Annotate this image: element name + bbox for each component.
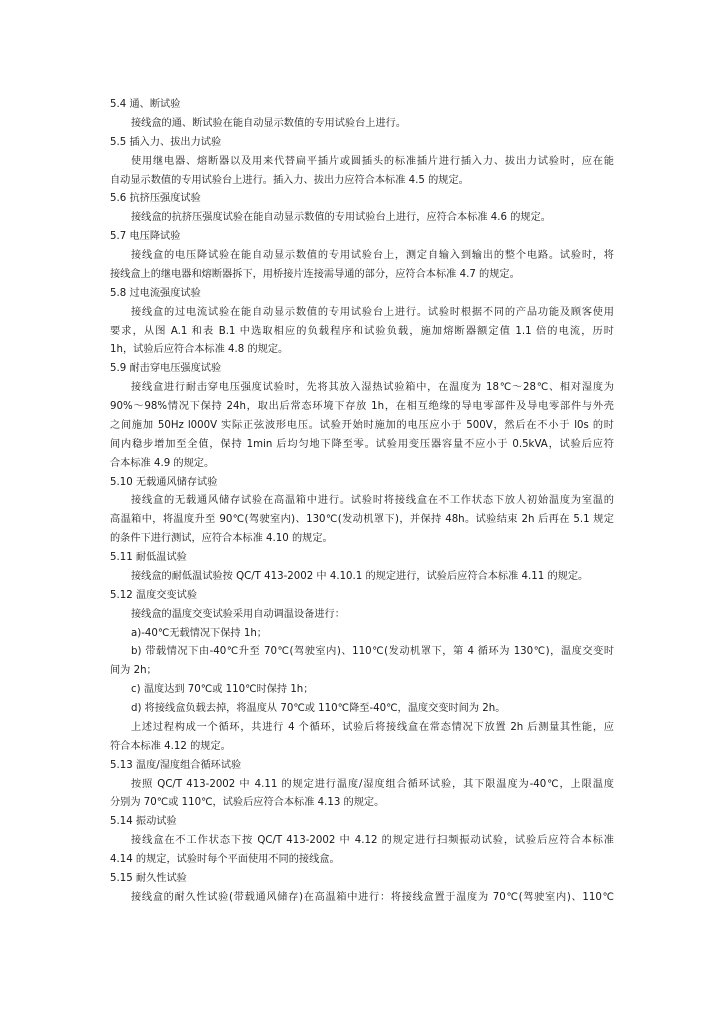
text-line: 接线盒的抗挤压强度试验在能自动显示数值的专用试验台上进行，应符合本标准 4.6 的规定。 bbox=[131, 212, 551, 224]
section-heading: 5.13 温度/湿度组合循环试验 bbox=[110, 759, 242, 771]
text-line: 接线盒的耐低温试验按 QC/T 413-2002 中 4.10.1 的规定进行，试验后应符合本标准 4.11 的规定。 bbox=[131, 570, 589, 582]
text-line: d) 将接线盒负载去掉，将温度从 70℃或 110℃降至-40℃，温度交变时间为 2h。 bbox=[131, 703, 506, 714]
text-line: 接线盒上的继电器和熔断器拆下，用桥接片连接需导通的部分，应符合本标准 4.7 的规定。 bbox=[110, 268, 520, 280]
section-heading: 4.14 的规定，试验时每个平面使用不同的接线盒。 bbox=[110, 854, 340, 865]
text-line: b) 带载情况下由-40℃升至 70℃(驾驶室内)、110℃(发动机罩下，第 4 循环为 130℃)，温度交变时 bbox=[131, 646, 614, 658]
text-line: 接线盒在不工作状态下按 QC/T 413-2002 中 4.12 的规定进行扫频振动试验，试验后应符合本标准 bbox=[131, 835, 614, 847]
text-line: 要求，从图 A.1 和表 B.1 中选取相应的负载程序和试验负载，施加熔断器额定值 1.1 倍的电流，历时 bbox=[110, 325, 614, 337]
section-heading: 5.9 耐击穿电压强度试验 bbox=[110, 363, 222, 375]
text-line: 90%～98%情况下保持 24h，取出后常态环境下存放 1h，在相互绝缘的导电零部件及导电零部件与外壳 bbox=[110, 401, 614, 412]
text-line: c) 温度达到 70℃或 110℃时保持 1h； bbox=[131, 684, 314, 696]
section-heading: 5.6 抗挤压强度试验 bbox=[110, 193, 201, 205]
text-line: 接线盒的耐久性试验(带载通风储存)在高温箱中进行：将接线盒置于温度为 70℃(驾驶室内)、110℃ bbox=[131, 891, 614, 903]
text-line: 接线盒的无载通风储存试验在高温箱中进行。试验时将接线盒在不工作状态下放人初始温度为室温的 bbox=[131, 495, 614, 507]
text-line: 分别为 70℃或 110℃，试验后应符合本标准 4.13 的规定。 bbox=[110, 797, 385, 809]
text-line: 合本标准 4.9 的规定。 bbox=[110, 457, 215, 469]
section-heading: 5.7 电压降试验 bbox=[110, 231, 181, 243]
section-heading: 5.12 温度交变试验 bbox=[110, 589, 198, 601]
text-line: 上述过程构成一个循环，共进行 4 个循环，试验后将接线盒在常态情况下放置 2h 后测量其性能，应 bbox=[131, 721, 614, 733]
section-heading: 5.14 振动试验 bbox=[110, 816, 177, 828]
text-line: 1h，试验后应符合本标准 4.8 的规定。 bbox=[110, 344, 289, 356]
text-line: 高温箱中，将温度升至 90℃(驾驶室内)、130℃(发动机罩下)，并保持 48h。试验结束 2h 后再在 5.1 规定 bbox=[110, 514, 614, 526]
text-line: 按照 QC/T 413-2002 中 4.11 的规定进行温度/湿度组合循环试验，其下限温度为-40℃，上限温度 bbox=[131, 778, 614, 790]
text-line: 接线盒的温度交变试验采用自动调温设备进行： bbox=[131, 608, 345, 620]
text-line: 接线盒的通、断试验在能自动显示数值的专用试验台上进行。 bbox=[131, 117, 407, 129]
text-line: 之间施加 50Hz l000V 实际正弦波形电压。试验开始时施加的电压应小于 500V，然后在不小于 l0s 的时 bbox=[110, 419, 614, 431]
text-line: a)-40℃无载情况下保持 1h； bbox=[131, 627, 267, 639]
section-heading: 5.11 耐低温试验 bbox=[110, 552, 187, 563]
text-line: 间内稳步增加至全值，保持 1min 后均匀地下降至零。试验用变压器容量不应小于 0.5kVA，试验后应符 bbox=[110, 438, 614, 450]
document-body bbox=[110, 96, 614, 908]
section-heading: 5.15 耐久性试验 bbox=[110, 872, 187, 884]
section-heading: 5.5 插入力、拔出力试验 bbox=[110, 136, 222, 148]
text-line: 的条件下进行测试，应符合本标准 4.10 的规定。 bbox=[110, 533, 333, 545]
section-heading: 5.4 通、断试验 bbox=[110, 99, 181, 110]
text-line: 自动显示数值的专用试验台上进行。插入力、拔出力应符合本标准 4.5 的规定。 bbox=[110, 174, 469, 186]
text-line: 符合本标准 4.12 的规定。 bbox=[110, 740, 231, 752]
section-heading: 5.8 过电流强度试验 bbox=[110, 287, 201, 299]
text-line: 接线盒的电压降试验在能自动显示数值的专用试验台上，测定自输入到输出的整个电路。试验时，将 bbox=[131, 250, 614, 261]
text-line: 间为 2h； bbox=[110, 665, 157, 677]
text-line: 使用继电器、熔断器以及用来代替扁平插片或圆插头的标准插片进行插入力、拔出力试验时，应在能 bbox=[131, 155, 614, 167]
text-line: 接线盒进行耐击穿电压强度试验时，先将其放入湿热试验箱中，在温度为 18℃～28℃、相对湿度为 bbox=[131, 382, 614, 394]
section-heading: 5.10 无载通风储存试验 bbox=[110, 476, 218, 488]
text-line: 接线盒的过电流试验在能自动显示数值的专用试验台上进行。试验时根据不同的产品功能及顾客使用 bbox=[131, 306, 614, 318]
